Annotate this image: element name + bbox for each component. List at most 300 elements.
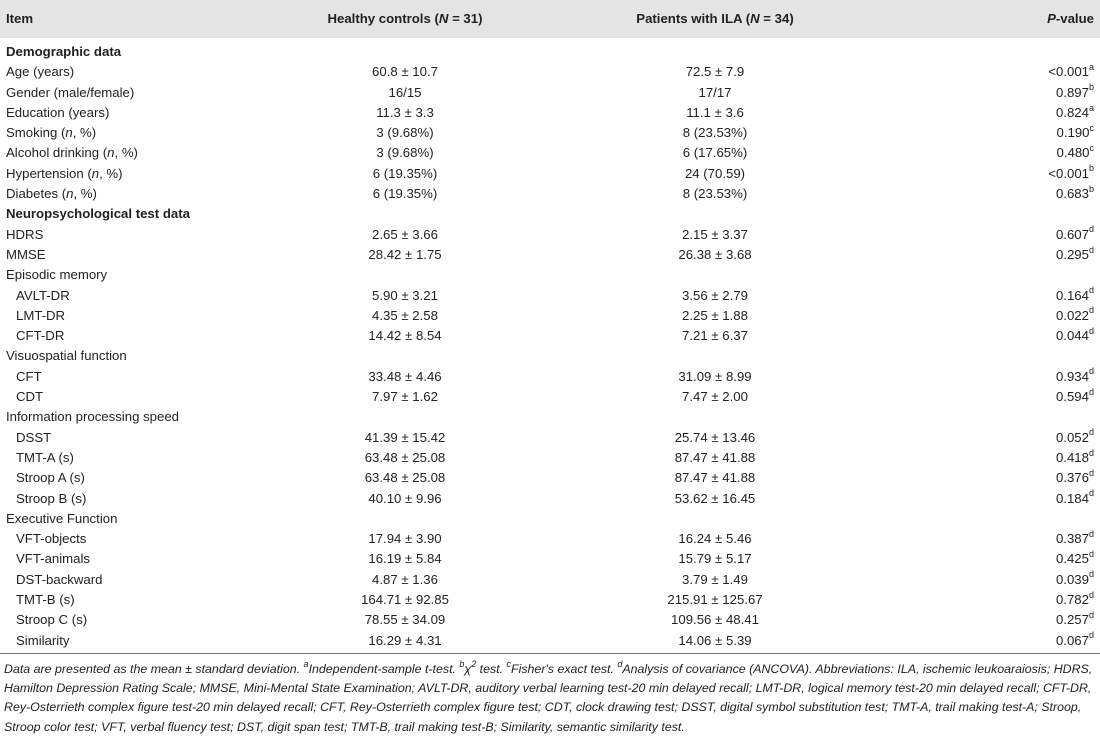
cell-p-value-value: 0.022 — [1055, 307, 1089, 323]
p-value-footnote-mark: d — [1088, 589, 1094, 600]
table-row — [0, 367, 1100, 387]
cell-healthy-controls — [260, 83, 550, 103]
cell-healthy-controls — [260, 103, 550, 123]
cell-p-value-value: 0.184 — [1055, 490, 1089, 506]
table-row — [0, 83, 1100, 103]
cell-p-value — [880, 509, 1100, 529]
cell-p-value — [880, 123, 1100, 143]
cell-patients-ila — [550, 367, 880, 387]
cell-item — [0, 164, 260, 184]
table-row — [0, 184, 1100, 204]
cell-item — [0, 590, 260, 610]
table-row — [0, 225, 1100, 245]
group-header-row — [0, 265, 1100, 285]
cell-patients-ila — [550, 448, 880, 468]
cell-p-value — [880, 225, 1100, 245]
item-label-italic: n — [65, 125, 73, 141]
item-label-tail: , %) — [73, 186, 97, 202]
cell-item — [0, 225, 260, 245]
cell-item — [0, 468, 260, 488]
header-p-suffix: -value — [1055, 10, 1094, 26]
table-row — [0, 62, 1100, 82]
cell-healthy-controls-value: 28.42 ± 1.75 — [368, 246, 442, 262]
item-label: Hypertension ( — [6, 165, 92, 181]
cell-p-value — [880, 549, 1100, 569]
cell-patients-ila-value: 7.47 ± 2.00 — [682, 389, 748, 405]
p-value-footnote-mark: c — [1089, 122, 1094, 133]
cell-p-value-value: 0.480 — [1056, 145, 1090, 161]
cell-item — [0, 103, 260, 123]
cell-healthy-controls — [260, 225, 550, 245]
cell-patients-ila — [550, 407, 880, 427]
cell-healthy-controls — [260, 184, 550, 204]
cell-p-value — [880, 143, 1100, 163]
cell-patients-ila — [550, 143, 880, 163]
cell-patients-ila-value: 87.47 ± 41.88 — [674, 470, 756, 486]
cell-item — [0, 428, 260, 448]
cell-patients-ila — [550, 103, 880, 123]
header-healthy-controls — [260, 0, 550, 38]
cell-p-value-value: 0.607 — [1055, 226, 1089, 242]
cell-p-value — [880, 265, 1100, 285]
cell-p-value — [880, 448, 1100, 468]
cell-healthy-controls-value: 16.29 ± 4.31 — [368, 632, 442, 648]
cell-p-value-value: 0.425 — [1055, 551, 1089, 567]
cell-patients-ila — [550, 62, 880, 82]
cell-item — [0, 489, 260, 509]
item-label: CFT-DR — [16, 328, 65, 344]
cell-healthy-controls — [260, 265, 550, 285]
cell-item — [0, 83, 260, 103]
table-row — [0, 448, 1100, 468]
table-row — [0, 245, 1100, 265]
cell-item — [0, 62, 260, 82]
cell-patients-ila — [550, 387, 880, 407]
cell-p-value — [880, 83, 1100, 103]
cell-healthy-controls — [260, 428, 550, 448]
item-label: Neuropsychological test data — [6, 206, 190, 222]
cell-healthy-controls-value: 78.55 ± 34.09 — [364, 612, 446, 628]
cell-patients-ila — [550, 265, 880, 285]
header-item — [0, 0, 260, 38]
table-row — [0, 286, 1100, 306]
table-row — [0, 489, 1100, 509]
cell-patients-ila-value: 25.74 ± 13.46 — [674, 429, 756, 445]
cell-healthy-controls — [260, 367, 550, 387]
cell-healthy-controls — [260, 468, 550, 488]
cell-item — [0, 407, 260, 427]
cell-healthy-controls — [260, 143, 550, 163]
header-healthy-prefix: Healthy controls ( — [327, 10, 439, 26]
cell-healthy-controls — [260, 407, 550, 427]
cell-p-value — [880, 489, 1100, 509]
item-label: Stroop C (s) — [16, 612, 88, 628]
item-label: TMT-A (s) — [16, 449, 74, 465]
footnote-text-b: χ — [464, 661, 472, 676]
cell-healthy-controls-value: 11.3 ± 3.3 — [376, 104, 434, 120]
cell-item — [0, 529, 260, 549]
cell-p-value-value: 0.594 — [1055, 389, 1089, 405]
cell-patients-ila-value: 3.56 ± 2.79 — [682, 287, 748, 303]
cell-p-value — [880, 468, 1100, 488]
cell-p-value — [880, 184, 1100, 204]
cell-p-value — [880, 38, 1100, 62]
cell-healthy-controls-value: 41.39 ± 15.42 — [364, 429, 446, 445]
cell-healthy-controls — [260, 62, 550, 82]
item-label: Stroop B (s) — [16, 490, 87, 506]
cell-healthy-controls-value: 4.87 ± 1.36 — [372, 571, 438, 587]
cell-patients-ila-value: 109.56 ± 48.41 — [671, 612, 759, 628]
cell-healthy-controls — [260, 549, 550, 569]
p-value-footnote-mark: d — [1088, 569, 1094, 580]
item-label: LMT-DR — [16, 307, 66, 323]
cell-patients-ila — [550, 610, 880, 630]
cell-p-value — [880, 407, 1100, 427]
cell-item — [0, 184, 260, 204]
cell-item — [0, 549, 260, 569]
footnote-text-b2: test. — [476, 661, 507, 676]
cell-patients-ila — [550, 123, 880, 143]
cell-patients-ila-value: 16.24 ± 5.46 — [678, 531, 752, 547]
cell-patients-ila-value: 72.5 ± 7.9 — [685, 64, 745, 80]
table-row — [0, 570, 1100, 590]
header-ila-prefix: Patients with ILA ( — [636, 10, 751, 26]
table-header — [0, 0, 1100, 38]
footnote-intro: Data are presented as the mean ± standard deviation. — [4, 661, 304, 676]
cell-p-value-value: 0.164 — [1055, 287, 1089, 303]
item-label: Alcohol drinking ( — [6, 145, 108, 161]
cell-patients-ila — [550, 509, 880, 529]
p-value-footnote-mark: c — [1089, 143, 1094, 154]
p-value-footnote-mark: d — [1088, 549, 1094, 560]
cell-healthy-controls-value: 16.19 ± 5.84 — [368, 551, 442, 567]
table-row — [0, 590, 1100, 610]
cell-patients-ila — [550, 428, 880, 448]
p-value-footnote-mark: d — [1088, 366, 1094, 377]
cell-patients-ila — [550, 346, 880, 366]
item-label: AVLT-DR — [16, 287, 70, 303]
item-label: Gender (male/female) — [6, 84, 135, 100]
cell-p-value — [880, 62, 1100, 82]
item-label: Executive Function — [6, 510, 118, 526]
cell-healthy-controls — [260, 631, 550, 654]
cell-patients-ila — [550, 590, 880, 610]
header-patients-ila — [550, 0, 880, 38]
p-value-footnote-mark: d — [1088, 488, 1094, 499]
p-value-footnote-mark: b — [1088, 183, 1094, 194]
footnote-sup-2: 2 — [471, 658, 477, 669]
cell-p-value — [880, 367, 1100, 387]
p-value-footnote-mark: d — [1088, 630, 1094, 641]
table-row — [0, 103, 1100, 123]
cell-p-value-value: 0.044 — [1055, 328, 1089, 344]
cell-patients-ila — [550, 631, 880, 654]
cell-patients-ila-value: 8 (23.53%) — [682, 125, 748, 141]
cell-patients-ila-value: 3.79 ± 1.49 — [682, 571, 748, 587]
header-ila-n: N — [750, 10, 760, 26]
table-row — [0, 326, 1100, 346]
header-healthy-n: N — [438, 10, 449, 26]
cell-item — [0, 245, 260, 265]
p-value-footnote-mark: d — [1088, 285, 1094, 296]
cell-item — [0, 265, 260, 285]
table-row — [0, 123, 1100, 143]
section-header-row — [0, 204, 1100, 224]
p-value-footnote-mark: d — [1088, 427, 1094, 438]
cell-p-value — [880, 387, 1100, 407]
group-header-row — [0, 509, 1100, 529]
cell-patients-ila — [550, 38, 880, 62]
p-value-footnote-mark: d — [1088, 244, 1094, 255]
cell-patients-ila-value: 15.79 ± 5.17 — [678, 551, 752, 567]
cell-healthy-controls-value: 16/15 — [388, 84, 422, 100]
footnote-sup-b: b — [459, 658, 465, 669]
item-label: Education (years) — [6, 104, 110, 120]
p-value-footnote-mark: d — [1088, 224, 1094, 235]
cell-item — [0, 143, 260, 163]
cell-p-value-value: 0.295 — [1055, 246, 1089, 262]
cell-p-value — [880, 428, 1100, 448]
cell-healthy-controls-value: 3 (9.68%) — [376, 145, 434, 161]
item-label: Stroop A (s) — [16, 470, 85, 486]
cell-item — [0, 570, 260, 590]
cell-patients-ila-value: 24 (70.59) — [684, 165, 746, 181]
cell-healthy-controls — [260, 509, 550, 529]
cell-healthy-controls — [260, 529, 550, 549]
cell-p-value — [880, 610, 1100, 630]
cell-patients-ila-value: 14.06 ± 5.39 — [678, 632, 752, 648]
cell-p-value-value: 0.052 — [1055, 429, 1089, 445]
table-row — [0, 428, 1100, 448]
table-body — [0, 38, 1100, 653]
p-value-footnote-mark: d — [1088, 305, 1094, 316]
cell-healthy-controls-value: 6 (19.35%) — [372, 186, 438, 202]
footnote-text-d: Analysis of covariance (ANCOVA). Abbreviations: ILA, ischemic leukoaraiosis; HDRS, Hamilton Depression Rating Scale; MMSE, Mini-Mental State Examination; AVLT-DR, auditory verbal learning test-20 min delayed recall; LMT-DR, logical memory test-20 min delayed recall; CFT-DR, Rey-Osterrieth complex figure test-20 min delayed recall; CFT, Rey-Osterrieth complex figure test; CDT, clock drawing test; DSST, digital symbol substitution test; TMT-A, trail making test-A; Stroop, Stroop color test; VFT, verbal fluency test; DST, digit span test; TMT-B, trail making test-B; Similarity, semantic similarity test. — [4, 661, 1093, 734]
table-row — [0, 468, 1100, 488]
cell-healthy-controls-value: 60.8 ± 10.7 — [372, 64, 438, 80]
item-label: Visuospatial function — [6, 348, 127, 364]
cell-item — [0, 123, 260, 143]
cell-p-value-value: 0.257 — [1055, 612, 1089, 628]
cell-patients-ila-value: 87.47 ± 41.88 — [674, 449, 756, 465]
item-label: Episodic memory — [6, 267, 108, 283]
header-row — [0, 0, 1100, 38]
cell-patients-ila — [550, 184, 880, 204]
cell-p-value — [880, 631, 1100, 654]
item-label-tail: , %) — [114, 145, 138, 161]
cell-item — [0, 38, 260, 62]
header-item-label: Item — [6, 10, 34, 26]
cell-healthy-controls-value: 17.94 ± 3.90 — [368, 531, 442, 547]
table-footnote — [0, 654, 1100, 737]
cell-p-value — [880, 529, 1100, 549]
cell-p-value-value: 0.387 — [1055, 531, 1089, 547]
cell-p-value — [880, 326, 1100, 346]
item-label: VFT-objects — [16, 531, 87, 547]
cell-healthy-controls-value: 63.48 ± 25.08 — [364, 470, 446, 486]
cell-patients-ila-value: 26.38 ± 3.68 — [678, 246, 752, 262]
cell-p-value — [880, 306, 1100, 326]
cell-patients-ila — [550, 225, 880, 245]
cell-item — [0, 286, 260, 306]
cell-healthy-controls-value: 4.35 ± 2.58 — [372, 307, 438, 323]
cell-patients-ila — [550, 245, 880, 265]
table-row — [0, 306, 1100, 326]
cell-p-value — [880, 204, 1100, 224]
cell-patients-ila — [550, 286, 880, 306]
footnote-sup-a: a — [303, 658, 309, 669]
table-row — [0, 631, 1100, 654]
cell-patients-ila — [550, 489, 880, 509]
cell-p-value-value: 0.782 — [1055, 592, 1089, 608]
cell-healthy-controls — [260, 590, 550, 610]
cell-healthy-controls — [260, 245, 550, 265]
item-label-italic: n — [107, 145, 115, 161]
cell-p-value-value: 0.683 — [1055, 186, 1089, 202]
cell-item — [0, 509, 260, 529]
cell-healthy-controls — [260, 286, 550, 306]
table-row — [0, 143, 1100, 163]
cell-healthy-controls — [260, 204, 550, 224]
cell-healthy-controls — [260, 489, 550, 509]
cell-patients-ila — [550, 204, 880, 224]
cell-patients-ila — [550, 549, 880, 569]
cell-p-value-value: <0.001 — [1048, 64, 1089, 80]
cell-p-value-value: 0.039 — [1055, 571, 1089, 587]
cell-healthy-controls — [260, 387, 550, 407]
cell-patients-ila-value: 7.21 ± 6.37 — [682, 328, 748, 344]
cell-healthy-controls — [260, 610, 550, 630]
cell-p-value-value: 0.824 — [1055, 104, 1089, 120]
cell-item — [0, 448, 260, 468]
cell-p-value-value: 0.190 — [1056, 125, 1090, 141]
cell-healthy-controls-value: 3 (9.68%) — [376, 125, 434, 141]
item-label: Demographic data — [6, 44, 122, 59]
p-value-footnote-mark: a — [1088, 61, 1094, 72]
header-p-prefix: P — [1047, 10, 1056, 26]
cell-patients-ila-value: 6 (17.65%) — [682, 145, 748, 161]
cell-healthy-controls-value: 40.10 ± 9.96 — [368, 490, 442, 506]
item-label: CDT — [16, 389, 44, 405]
p-value-footnote-mark: d — [1088, 447, 1094, 458]
item-label-italic: n — [91, 165, 100, 181]
item-label: TMT-B (s) — [16, 592, 75, 608]
p-value-footnote-mark: d — [1088, 467, 1094, 478]
cell-healthy-controls — [260, 164, 550, 184]
cell-healthy-controls-value: 14.42 ± 8.54 — [368, 328, 442, 344]
cell-patients-ila-value: 11.1 ± 3.6 — [686, 104, 744, 120]
cell-patients-ila-value: 2.15 ± 3.37 — [682, 226, 748, 242]
cell-p-value — [880, 164, 1100, 184]
header-p-value — [880, 0, 1100, 38]
item-label-tail: , %) — [99, 165, 123, 181]
p-value-footnote-mark: b — [1088, 163, 1094, 174]
cell-item — [0, 204, 260, 224]
cell-patients-ila-value: 8 (23.53%) — [682, 186, 748, 202]
footnote-sup-d: d — [617, 658, 623, 669]
footnote-sup-c: c — [506, 658, 512, 669]
cell-healthy-controls-value: 2.65 ± 3.66 — [372, 226, 438, 242]
cell-item — [0, 367, 260, 387]
cell-patients-ila-value: 31.09 ± 8.99 — [678, 368, 752, 384]
cell-p-value-value: 0.067 — [1055, 632, 1089, 648]
cell-p-value-value: 0.418 — [1055, 449, 1089, 465]
group-header-row — [0, 407, 1100, 427]
table-row — [0, 164, 1100, 184]
p-value-footnote-mark: a — [1088, 102, 1094, 113]
cell-healthy-controls — [260, 570, 550, 590]
footnote-text-c: Fisher's exact test. — [511, 661, 618, 676]
cell-patients-ila — [550, 306, 880, 326]
item-label: HDRS — [6, 226, 44, 242]
cell-healthy-controls — [260, 38, 550, 62]
p-value-footnote-mark: d — [1088, 386, 1094, 397]
cell-healthy-controls-value: 5.90 ± 3.21 — [372, 287, 438, 303]
cell-healthy-controls-value: 164.71 ± 92.85 — [361, 592, 449, 608]
cell-item — [0, 306, 260, 326]
item-label: DST-backward — [16, 571, 103, 587]
item-label: VFT-animals — [16, 551, 91, 567]
section-header-row — [0, 38, 1100, 62]
cell-item — [0, 326, 260, 346]
item-label: Age (years) — [6, 64, 75, 80]
cell-healthy-controls — [260, 306, 550, 326]
cell-healthy-controls — [260, 326, 550, 346]
cell-item — [0, 631, 260, 654]
cell-patients-ila-value: 215.91 ± 125.67 — [667, 592, 763, 608]
cell-healthy-controls — [260, 448, 550, 468]
p-value-footnote-mark: d — [1088, 325, 1094, 336]
cell-p-value — [880, 103, 1100, 123]
table-row — [0, 549, 1100, 569]
cell-p-value — [880, 590, 1100, 610]
cell-p-value-value: 0.376 — [1055, 470, 1089, 486]
item-label: MMSE — [6, 246, 46, 262]
cell-patients-ila — [550, 468, 880, 488]
item-label: Similarity — [16, 632, 70, 648]
cell-healthy-controls — [260, 123, 550, 143]
cell-healthy-controls-value: 7.97 ± 1.62 — [372, 389, 438, 405]
cell-p-value-value: 0.897 — [1055, 84, 1089, 100]
cell-p-value — [880, 286, 1100, 306]
cell-p-value — [880, 245, 1100, 265]
cell-item — [0, 346, 260, 366]
cell-patients-ila — [550, 83, 880, 103]
table-row — [0, 610, 1100, 630]
table-row — [0, 529, 1100, 549]
item-label: Information processing speed — [6, 409, 180, 425]
item-label-italic: n — [66, 186, 74, 202]
cell-healthy-controls-value: 63.48 ± 25.08 — [364, 449, 446, 465]
cell-patients-ila — [550, 164, 880, 184]
group-header-row — [0, 346, 1100, 366]
p-value-footnote-mark: d — [1088, 609, 1094, 620]
item-label: CFT — [16, 368, 42, 384]
cell-patients-ila-value: 17/17 — [698, 84, 732, 100]
cell-p-value — [880, 346, 1100, 366]
cell-p-value-value: <0.001 — [1048, 165, 1089, 181]
cell-patients-ila — [550, 326, 880, 346]
cell-patients-ila-value: 2.25 ± 1.88 — [682, 307, 748, 323]
cell-healthy-controls — [260, 346, 550, 366]
cell-p-value-value: 0.934 — [1055, 368, 1089, 384]
cell-item — [0, 387, 260, 407]
p-value-footnote-mark: d — [1088, 528, 1094, 539]
cell-patients-ila — [550, 529, 880, 549]
item-label-tail: , %) — [72, 125, 97, 141]
cell-patients-ila — [550, 570, 880, 590]
item-label: DSST — [16, 429, 52, 445]
